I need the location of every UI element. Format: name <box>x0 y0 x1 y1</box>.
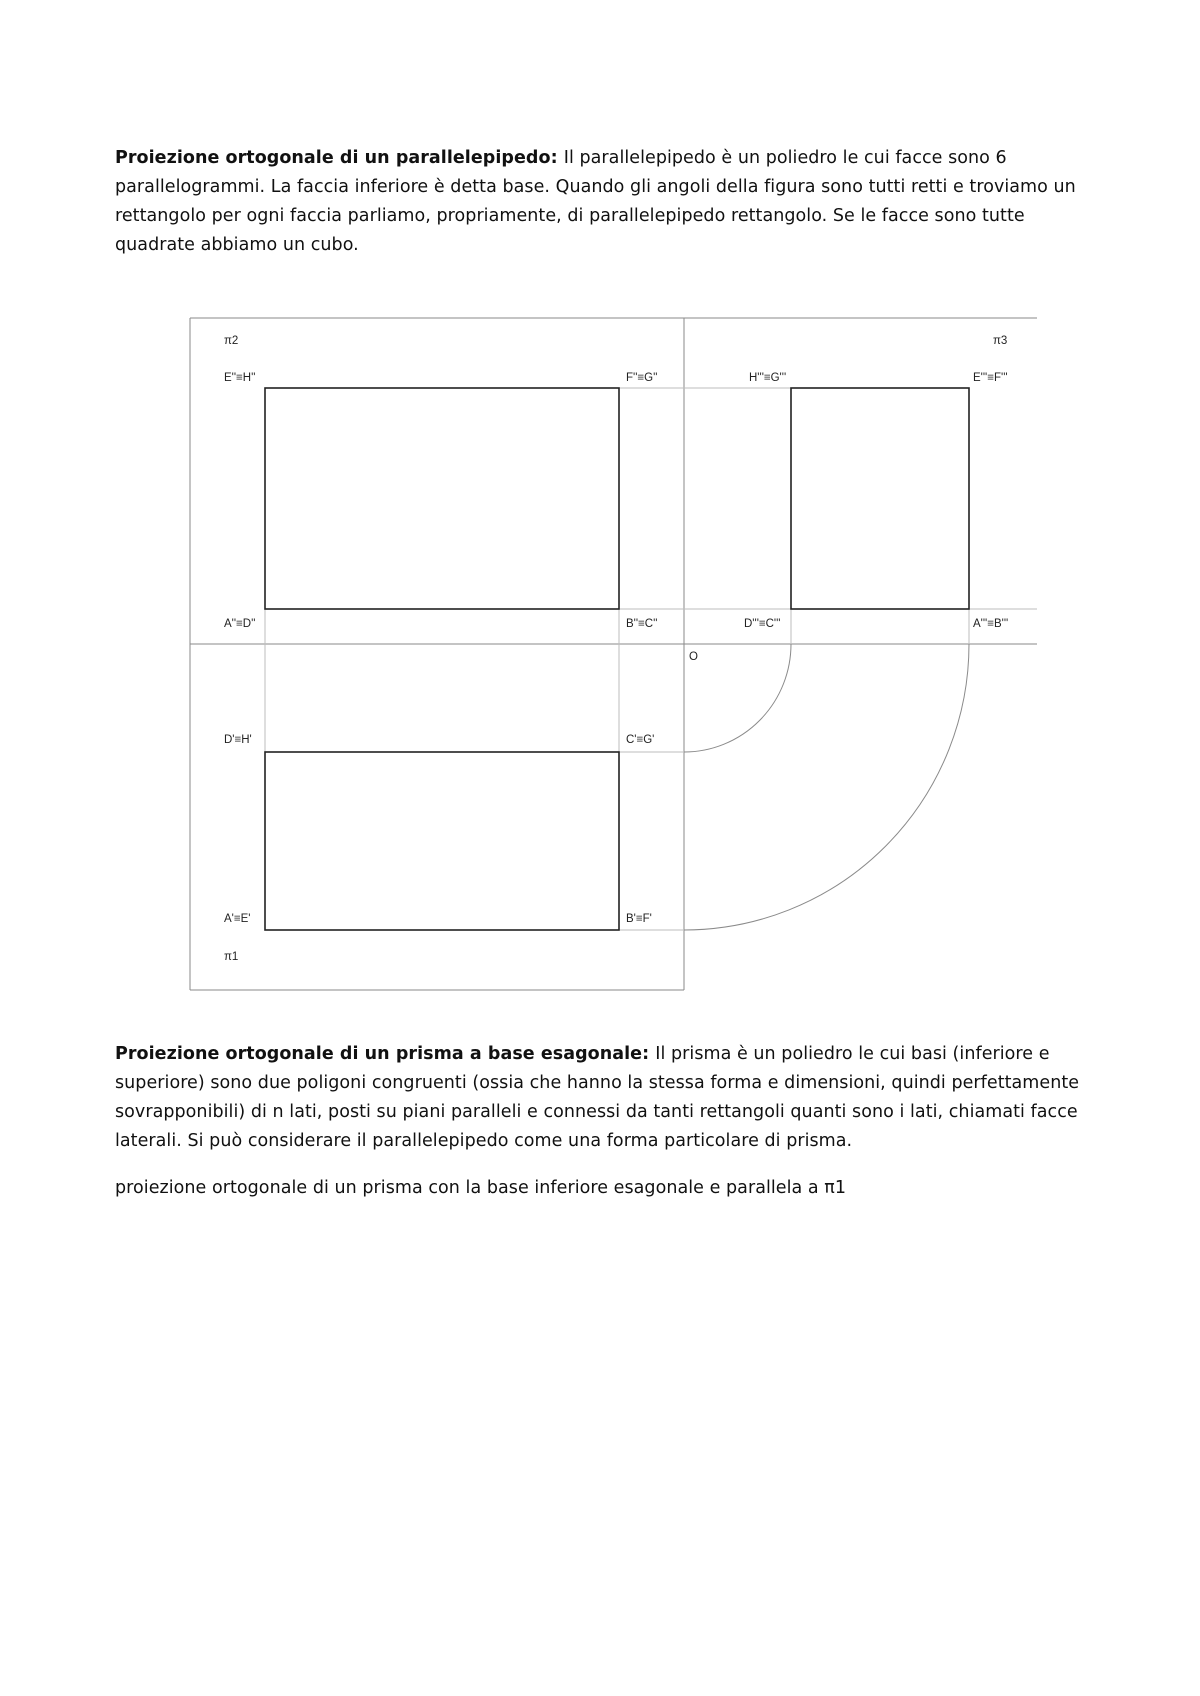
heading-hexagonal-prism: Proiezione ortogonale di un prisma a base esagonale <box>115 1044 643 1064</box>
paragraph-prism-caption: proiezione ortogonale di un prisma con la base inferiore esagonale e parallela a π1 <box>115 1178 847 1198</box>
heading-colon-2: : <box>642 1044 656 1064</box>
heading-colon: : <box>550 148 564 168</box>
label-front-top-right: F''≡G'' <box>626 372 658 384</box>
label-plan-top-left: D'≡H' <box>224 734 252 746</box>
arc-large <box>684 644 969 930</box>
heading-parallelepiped: Proiezione ortogonale di un parallelepipedo <box>115 148 551 168</box>
label-pi1: π1 <box>224 951 239 963</box>
label-plan-bottom-left: A'≡E' <box>224 913 251 925</box>
label-pi2: π2 <box>224 335 239 347</box>
diagram-labels <box>224 335 1008 963</box>
plane-frame <box>190 318 1037 990</box>
plan-view-rectangle <box>265 752 619 930</box>
arc-small <box>684 644 791 752</box>
label-front-top-left: E''≡H'' <box>224 372 256 384</box>
transfer-arcs <box>684 644 969 930</box>
label-front-bottom-left: A''≡D'' <box>224 618 256 630</box>
label-plan-top-right: C'≡G' <box>626 734 655 746</box>
body-hexagonal-prism: Il prisma è un poliedro le cui basi (inferiore e superiore) sono due poligoni congruenti (ossia che hanno la stessa forma e dimensioni, quindi perfettamente sovrapponibili) di n lati, posti su piani paralleli e connessi da tanti rettangoli quanti sono i lati, chiamati facce laterali. Si può considerare il parallelepipedo come una forma particolare di prisma. <box>115 1044 1080 1151</box>
paragraph-hexagonal-prism <box>115 1040 1090 1156</box>
label-side-top-left: H'''≡G''' <box>749 372 787 384</box>
construction-lines <box>265 388 1037 930</box>
label-origin: O <box>689 651 698 663</box>
label-pi3: π3 <box>993 335 1008 347</box>
side-view-rectangle <box>791 388 969 609</box>
front-view-rectangle <box>265 388 619 609</box>
label-side-bottom-left: D'''≡C''' <box>744 618 781 630</box>
projection-shapes <box>265 388 969 930</box>
label-side-top-right: E'''≡F''' <box>973 372 1008 384</box>
label-side-bottom-right: A'''≡B''' <box>973 618 1009 630</box>
label-front-bottom-right: B''≡C'' <box>626 618 658 630</box>
label-plan-bottom-right: B'≡F' <box>626 913 652 925</box>
body-parallelepiped: Il parallelepipedo è un poliedro le cui facce sono 6 parallelogrammi. La faccia inferiore è detta base. Quando gli angoli della figura sono tutti retti e troviamo un rettangolo per ogni faccia parliamo, propriamente, di parallelepipedo rettangolo. Se le facce sono tutte quadrate abbiamo un cubo. <box>115 148 1076 255</box>
